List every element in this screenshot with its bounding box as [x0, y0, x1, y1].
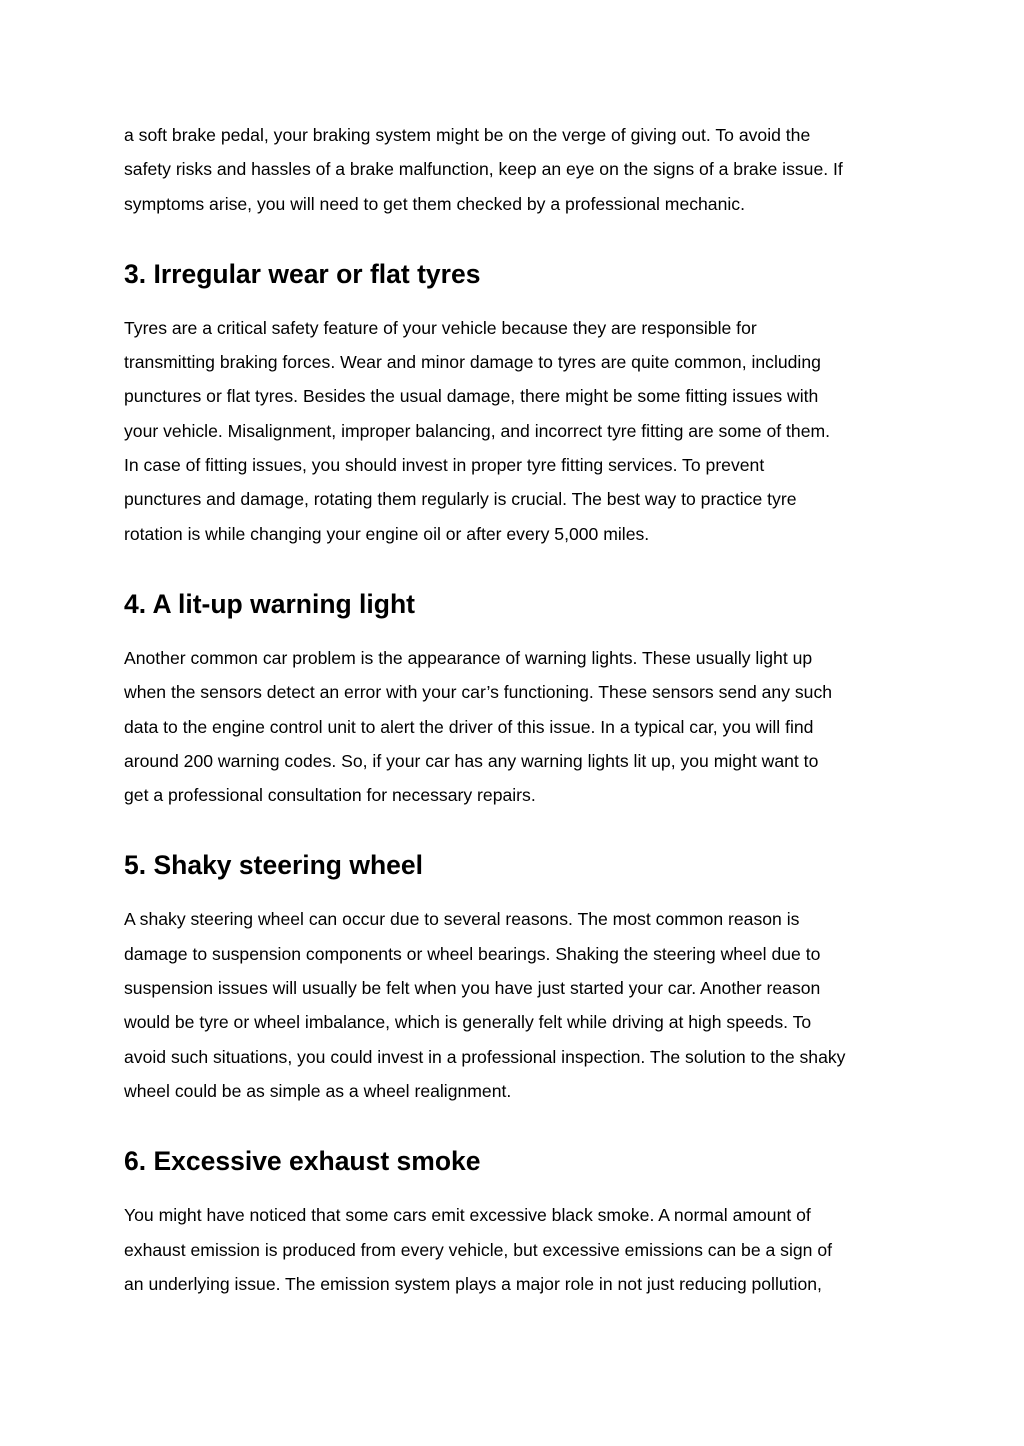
text-line: You might have noticed that some cars emit excessive black smoke. A normal amount of [124, 1205, 811, 1226]
text-line: safety risks and hassles of a brake malfunction, keep an eye on the signs of a brake issue. If [124, 159, 843, 180]
intro-paragraph [124, 118, 914, 221]
text-line: when the sensors detect an error with your car’s functioning. These sensors send any such [124, 682, 833, 703]
section-paragraph-warning-light [124, 641, 914, 812]
section-heading-irregular-wear: 3. Irregular wear or flat tyres [124, 258, 481, 289]
text-line: Tyres are a critical safety feature of your vehicle because they are responsible for [124, 317, 757, 338]
text-line: your vehicle. Misalignment, improper balancing, and incorrect tyre fitting are some of them. [124, 420, 831, 441]
section-paragraph-shaky-steering [124, 902, 914, 1108]
text-line: exhaust emission is produced from every vehicle, but excessive emissions can be a sign of [124, 1239, 833, 1260]
text-line: rotation is while changing your engine oil or after every 5,000 miles. [124, 523, 650, 544]
text-line: punctures or flat tyres. Besides the usual damage, there might be some fitting issues with [124, 386, 819, 407]
text-line: a soft brake pedal, your braking system might be on the verge of giving out. To avoid the [124, 125, 811, 145]
text-line: transmitting braking forces. Wear and minor damage to tyres are quite common, including [124, 352, 821, 373]
section-heading-exhaust-smoke: 6. Excessive exhaust smoke [124, 1146, 481, 1177]
text-line: get a professional consultation for necessary repairs. [124, 785, 536, 806]
text-line: A shaky steering wheel can occur due to several reasons. The most common reason is [124, 909, 800, 930]
text-line: damage to suspension components or wheel bearings. Shaking the steering wheel due to [124, 943, 821, 964]
text-line: suspension issues will usually be felt when you have just started your car. Another reason [124, 978, 821, 999]
section-paragraph-irregular-wear [124, 311, 914, 551]
text-line: In case of fitting issues, you should invest in proper tyre fitting services. To prevent [124, 455, 765, 476]
section-paragraph-exhaust-smoke [124, 1198, 914, 1301]
section-heading-warning-light: 4. A lit-up warning light [124, 588, 415, 619]
text-line: around 200 warning codes. So, if your car has any warning lights lit up, you might want to [124, 750, 819, 771]
text-line: wheel could be as simple as a wheel realignment. [124, 1080, 512, 1101]
text-line: symptoms arise, you will need to get them checked by a professional mechanic. [124, 193, 745, 214]
text-line: an underlying issue. The emission system plays a major role in not just reducing pollution, [124, 1273, 822, 1294]
text-line: avoid such situations, you could invest in a professional inspection. The solution to the shaky [124, 1046, 846, 1067]
document-page [124, 118, 914, 1301]
text-line: punctures and damage, rotating them regularly is crucial. The best way to practice tyre [124, 489, 797, 510]
text-line: would be tyre or wheel imbalance, which is generally felt while driving at high speeds. To [124, 1012, 812, 1033]
text-line: Another common car problem is the appearance of warning lights. These usually light up [124, 647, 813, 668]
section-heading-shaky-steering: 5. Shaky steering wheel [124, 850, 423, 881]
text-line: data to the engine control unit to alert the driver of this issue. In a typical car, you will find [124, 716, 814, 737]
